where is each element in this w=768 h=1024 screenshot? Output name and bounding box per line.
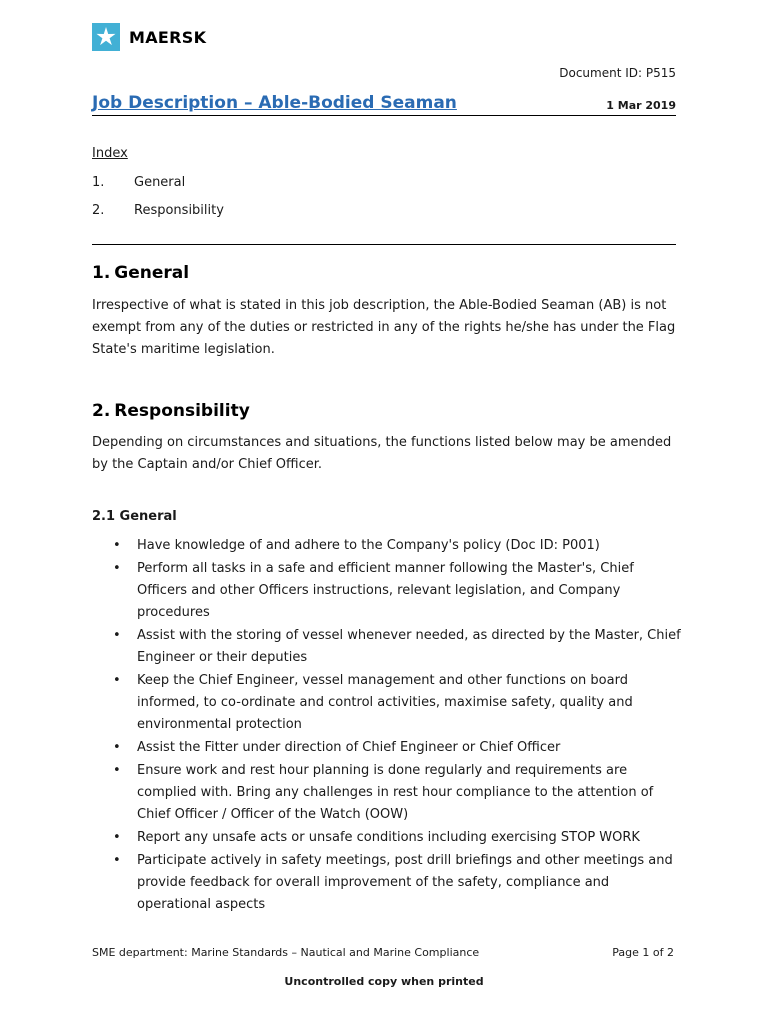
list-item: • Ensure work and rest hour planning is done regularly and requirements are complied with. Bring any challenges in rest hour compliance to the attention of Chief Officer / Officer of the Watch (OOW) xyxy=(92,760,682,826)
section-title: Responsibility xyxy=(114,401,250,421)
responsibility-paragraph: Depending on circumstances and situations, the functions listed below may be amended by the Captain and/or Chief Officer. xyxy=(92,435,672,472)
list-item: • Have knowledge of and adhere to the Company's policy (Doc ID: P001) xyxy=(92,535,682,557)
document-title: Job Description – Able-Bodied Seaman xyxy=(92,93,457,113)
section-heading-general xyxy=(92,263,189,283)
responsibility-list xyxy=(92,535,682,917)
general-paragraph: Irrespective of what is stated in this job description, the Able-Bodied Seaman (AB) is not exempt from any of the duties or restricted in any of the rights he/she has under the Flag State's maritime legislation. xyxy=(92,298,676,357)
index-item-number: 2. xyxy=(92,203,105,218)
index-item-general xyxy=(92,175,185,190)
index-item-label: General xyxy=(134,175,186,190)
index-item-responsibility xyxy=(92,203,224,218)
list-item: • Assist the Fitter under direction of Chief Engineer or Chief Officer xyxy=(92,737,682,759)
brand-name: MAERSK xyxy=(129,27,207,47)
section-number: 1. xyxy=(92,263,111,283)
list-item: • Report any unsafe acts or unsafe conditions including exercising STOP WORK xyxy=(92,827,682,849)
index-label: Index xyxy=(92,146,128,161)
footer-note: Uncontrolled copy when printed xyxy=(284,975,484,988)
maersk-star-icon xyxy=(92,23,120,51)
subsection-heading: 2.1 General xyxy=(92,509,177,524)
document-date: 1 Mar 2019 xyxy=(606,99,676,112)
section-heading-responsibility xyxy=(92,401,250,421)
list-item: • Participate actively in safety meetings, post drill briefings and other meetings and provide feedback for overall improvement of the safety, compliance and operational aspects xyxy=(92,850,682,916)
list-item: • Assist with the storing of vessel whenever needed, as directed by the Master, Chief Engineer or their deputies xyxy=(92,625,682,669)
divider xyxy=(92,244,676,245)
index-item-number: 1. xyxy=(92,175,105,190)
document-id: Document ID: P515 xyxy=(559,66,676,80)
section-number: 2. xyxy=(92,401,111,421)
section-title: General xyxy=(114,263,190,283)
list-item: • Perform all tasks in a safe and efficient manner following the Master's, Chief Officers and other Officers instructions, relevant legislation, and Company procedures xyxy=(92,558,682,624)
title-row xyxy=(92,93,676,116)
company-logo xyxy=(92,23,206,51)
footer-department: SME department: Marine Standards – Nautical and Marine Compliance xyxy=(92,946,480,959)
page-number: Page 1 of 2 xyxy=(612,946,674,959)
list-item: • Keep the Chief Engineer, vessel management and other functions on board informed, to co-ordinate and control activities, maximise safety, quality and environmental protection xyxy=(92,670,682,736)
index-item-label: Responsibility xyxy=(134,203,224,218)
